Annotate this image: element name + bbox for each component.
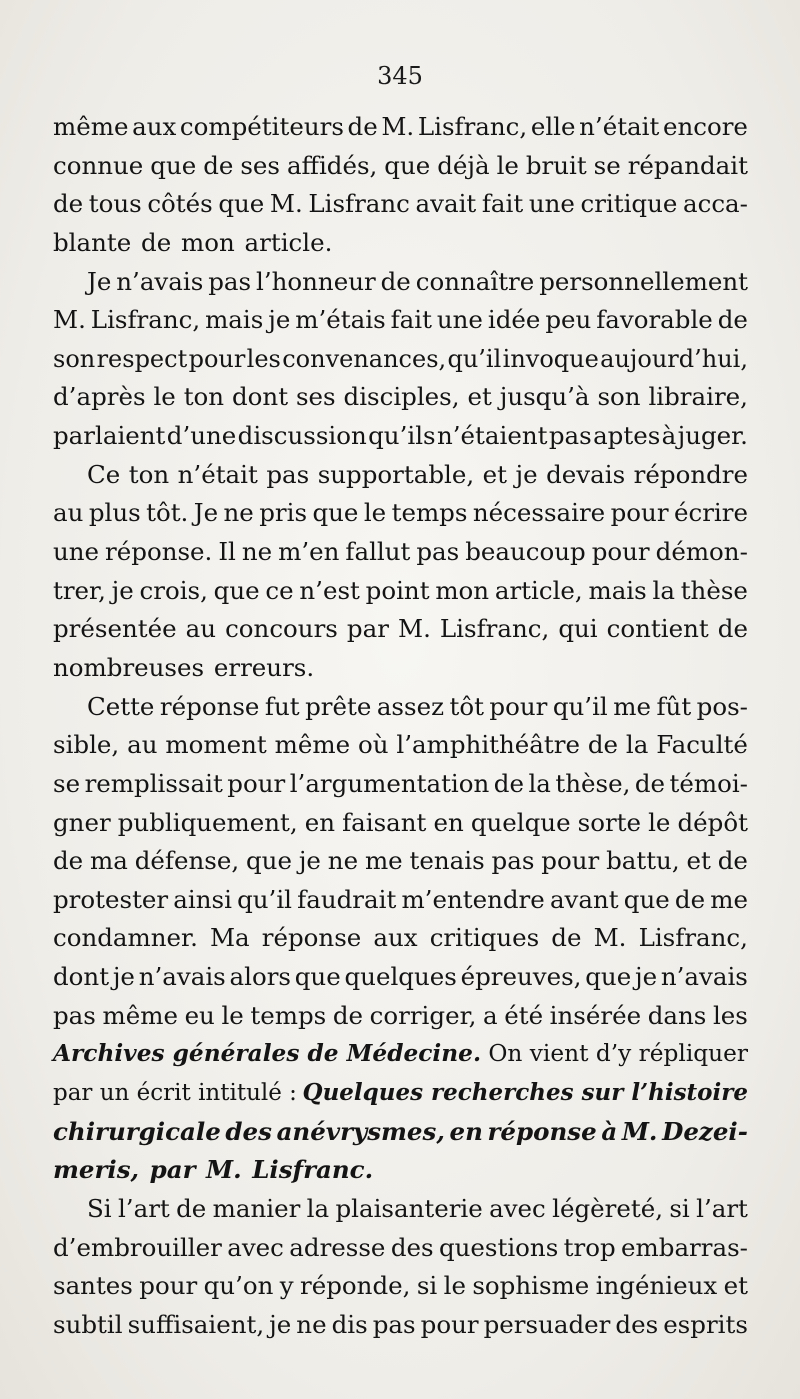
text-line: Ce ton n’était pas supportable, et je devais répondre	[87, 459, 748, 489]
text-line: parlaient d’une discussion qu’ils n’étaient pas aptes à juger.	[53, 421, 748, 451]
page-number: 345	[377, 62, 423, 90]
text-line: connue que de ses affidés, que déjà le bruit se répandait	[53, 150, 748, 180]
text-line: Si l’art de manier la plaisanterie avec légèreté, si l’art	[87, 1193, 748, 1223]
text-line: Archives générales de Médecine. On vient d’y répliquer	[53, 1035, 748, 1074]
text-line: trer, je crois, que ce n’est point mon article, mais la thèse	[53, 575, 748, 605]
text-line: même aux compétiteurs de M. Lisfranc, elle n’était encore	[53, 112, 748, 141]
text-line: santes pour qu’on y réponde, si le sophisme ingénieux et	[53, 1271, 748, 1301]
text-line: par un écrit intitulé : Quelques recherches sur l’histoire	[53, 1074, 748, 1113]
text-line: Cette réponse fut prête assez tôt pour qu’il me fût pos-	[87, 691, 748, 721]
text-line: protester ainsi qu’il faudrait m’entendre avant que de me	[53, 884, 748, 914]
text-line: présentée au concours par M. Lisfranc, qui contient de	[53, 614, 748, 644]
text-line: d’embrouiller avec adresse des questions trop embarras-	[53, 1232, 748, 1262]
body-text	[53, 108, 748, 1345]
text-line: meris, par M. Lisfranc.	[53, 1155, 374, 1185]
text-line: condamner. Ma réponse aux critiques de M. Lisfranc,	[53, 923, 748, 953]
text-line: une réponse. Il ne m’en fallut pas beaucoup pour démon-	[53, 537, 748, 567]
journal-title: Archives générales de Médecine.	[53, 1040, 482, 1068]
text-line: chirurgicale des anévrysmes, en réponse à M. Dezei-	[53, 1116, 748, 1146]
text-line: subtil suffisaient, je ne dis pas pour persuader des esprits	[53, 1309, 748, 1339]
text-line: dont je n’avais alors que quelques épreuves, que je n’avais	[53, 962, 748, 992]
text-line: M. Lisfranc, mais je m’étais fait une idée peu favorable de	[53, 305, 748, 335]
text-line: de tous côtés que M. Lisfranc avait fait une critique acca-	[53, 189, 748, 219]
text-line: nombreuses erreurs.	[53, 652, 315, 682]
text-line: au plus tôt. Je ne pris que le temps nécessaire pour écrire	[53, 498, 748, 528]
text-line: Je n’avais pas l’honneur de connaître personnellement	[87, 266, 748, 296]
text-line: pas même eu le temps de corriger, a été insérée dans les	[53, 1000, 748, 1030]
text-line: d’après le ton dont ses disciples, et jusqu’à son libraire,	[53, 382, 748, 412]
text-line: gner publiquement, en faisant en quelque sorte le dépôt	[53, 807, 748, 837]
text-line: son respect pour les convenances, qu’il invoque aujourd’hui,	[53, 344, 748, 373]
text-line: sible, au moment même où l’amphithéâtre de la Faculté	[53, 730, 748, 760]
text-line: se remplissait pour l’argumentation de la thèse, de témoi-	[53, 768, 748, 798]
work-title: Quelques recherches sur l’histoire	[302, 1079, 748, 1107]
text-line: de ma défense, que je ne me tenais pas pour battu, et de	[53, 846, 748, 876]
text-line: blante de mon article.	[53, 227, 333, 257]
